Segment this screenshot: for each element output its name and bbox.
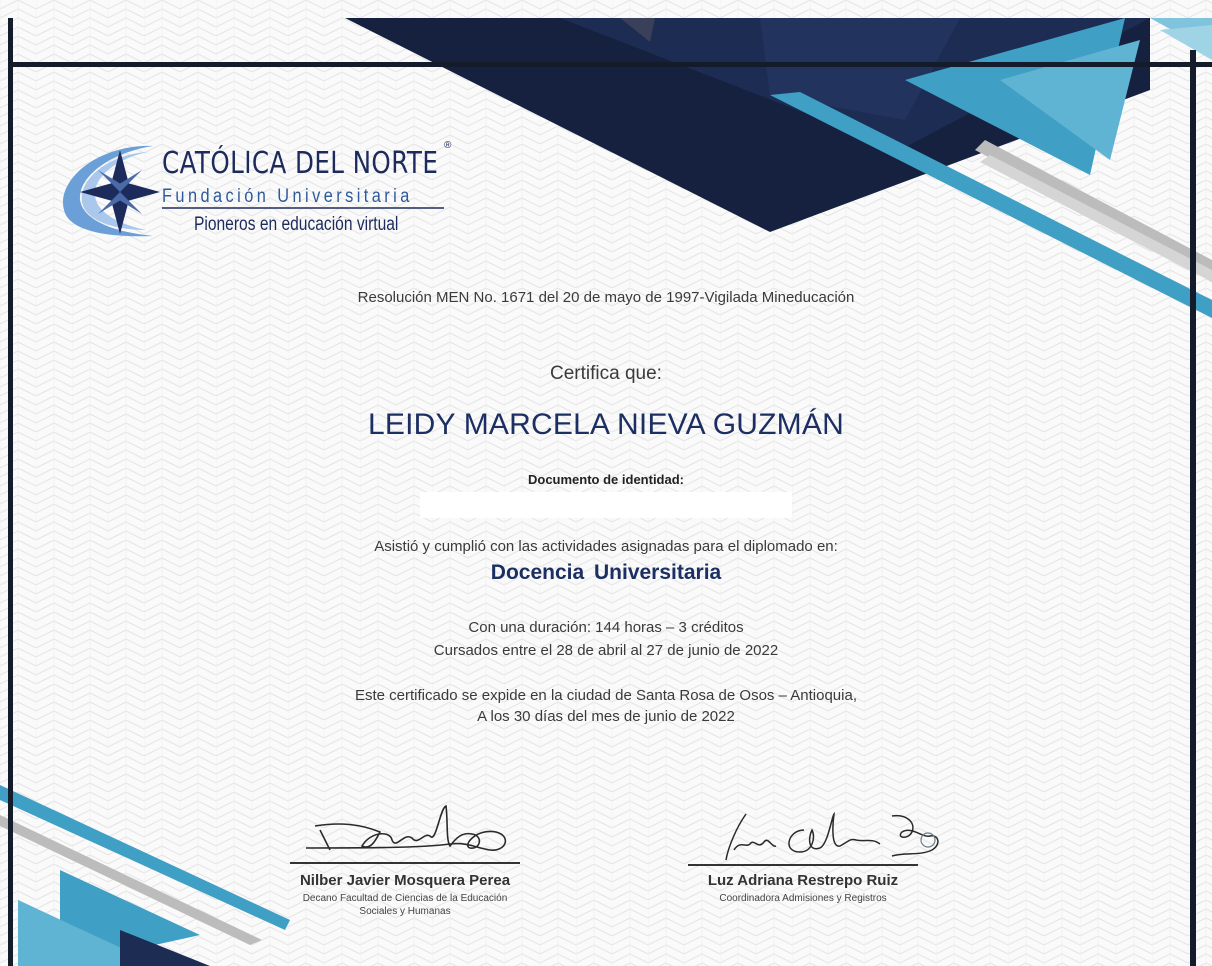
recipient-name: LEIDY MARCELA NIEVA GUZMÁN — [368, 408, 844, 441]
signature-2-handwritten — [716, 808, 956, 868]
signature-2-line — [688, 864, 918, 866]
signatory-1-role-line1: Decano Facultad de Ciencias de la Educación — [302, 893, 508, 904]
signature-1-handwritten — [300, 802, 530, 862]
institution-name: CATÓLICA DEL NORTE — [162, 146, 439, 181]
signatory-1-role-line2: Sociales y Humanas — [359, 906, 451, 917]
signatory-2-role: Coordinadora Admisiones y Registros — [719, 893, 887, 904]
issued-date-text: A los 30 días del mes de junio de 2022 — [477, 708, 735, 725]
registered-mark: ® — [444, 140, 452, 151]
frame-top-border — [8, 62, 1212, 67]
duration-text: Con una duración: 144 horas – 3 créditos — [468, 619, 744, 636]
id-document-value-redacted — [420, 492, 792, 518]
program-name: Docencia Universitaria — [490, 561, 722, 584]
attendance-text: Asistió y cumplió con las actividades asignadas para el diplomado en: — [374, 538, 838, 555]
certifies-text: Certifica que: — [550, 363, 662, 384]
resolution-text: Resolución MEN No. 1671 del 20 de mayo de 1997-Vigilada Mineducación — [357, 289, 855, 306]
id-document-label: Documento de identidad: — [528, 472, 684, 487]
signatory-2-name: Luz Adriana Restrepo Ruiz — [707, 872, 899, 889]
signature-1-line — [290, 862, 520, 864]
institution-subtitle: Fundación Universitaria — [162, 186, 413, 207]
signatory-1-name: Nilber Javier Mosquera Perea — [299, 872, 511, 889]
frame-right-border — [1190, 50, 1196, 966]
issued-place-text: Este certificado se expide en la ciudad de Santa Rosa de Osos – Antioquia, — [355, 687, 857, 704]
institution-tagline: Pioneros en educación virtual — [194, 214, 399, 235]
course-dates-text: Cursados entre el 28 de abril al 27 de junio de 2022 — [433, 642, 779, 659]
frame-left-border — [8, 18, 13, 966]
